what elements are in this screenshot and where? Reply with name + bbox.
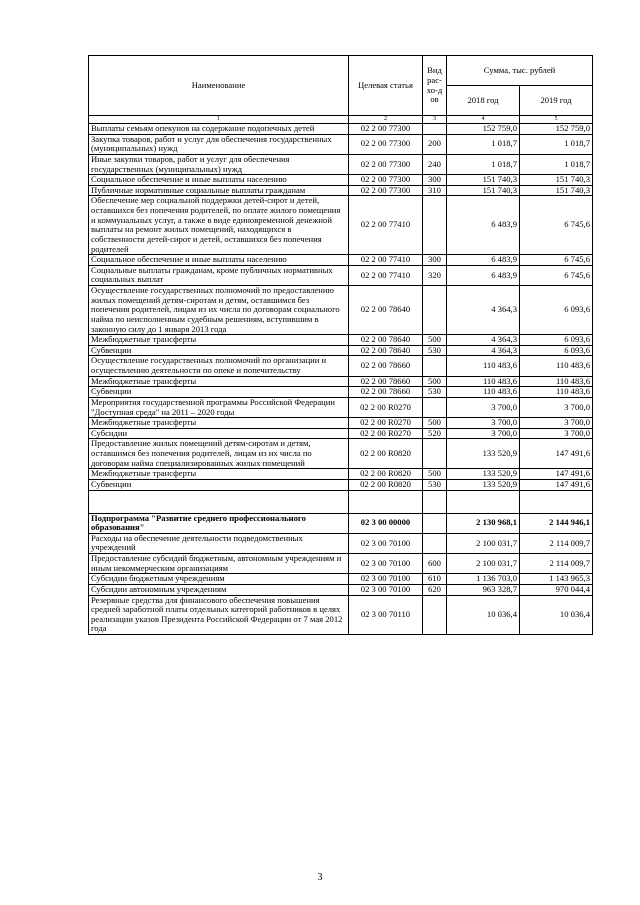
table-row: [89, 533, 593, 553]
row-value-2019: 151 740,3: [520, 185, 593, 196]
row-value-2018: 2 100 031,7: [447, 554, 520, 574]
row-value-2018: 4 364,3: [447, 286, 520, 335]
row-name: Субвенции: [89, 345, 349, 356]
table-body: [89, 124, 593, 635]
row-value-2019: 110 483,6: [520, 376, 593, 387]
table-row: [89, 584, 593, 595]
row-code: 02 2 00 R0820: [349, 479, 423, 490]
row-expense-type: [423, 439, 447, 469]
row-value-2019: 2 114 009,7: [520, 554, 593, 574]
row-expense-type: 530: [423, 387, 447, 398]
row-expense-type: [423, 490, 447, 513]
row-value-2018: 963 328,7: [447, 584, 520, 595]
row-value-2019: 10 036,4: [520, 595, 593, 635]
row-name: [89, 490, 349, 513]
column-number: 2: [349, 116, 423, 124]
table-row: [89, 196, 593, 255]
row-value-2018: 1 136 703,0: [447, 574, 520, 585]
row-expense-type: 500: [423, 418, 447, 429]
row-name: Субсидии бюджетным учреждениям: [89, 574, 349, 585]
row-value-2019: 2 114 009,7: [520, 533, 593, 553]
row-code: 02 3 00 70100: [349, 574, 423, 585]
table-row: [89, 387, 593, 398]
row-code: 02 3 00 70100: [349, 554, 423, 574]
header-code: Целевая статья: [349, 56, 423, 116]
row-value-2019: 6 093,6: [520, 335, 593, 346]
row-expense-type: [423, 533, 447, 553]
row-expense-type: 600: [423, 554, 447, 574]
row-code: 02 2 00 78640: [349, 286, 423, 335]
row-value-2018: 3 700,0: [447, 397, 520, 417]
column-number: 3: [423, 116, 447, 124]
row-value-2018: 151 740,3: [447, 185, 520, 196]
table-row: [89, 376, 593, 387]
row-value-2018: 6 483,9: [447, 255, 520, 266]
header-sum: Сумма, тыс. рублей: [447, 56, 593, 86]
row-value-2018: 6 483,9: [447, 265, 520, 285]
row-name: Межбюджетные трансферты: [89, 376, 349, 387]
table-row: [89, 134, 593, 154]
row-code: 02 2 00 R0270: [349, 418, 423, 429]
row-value-2018: 1 018,7: [447, 134, 520, 154]
row-value-2019: 6 093,6: [520, 345, 593, 356]
row-value-2019: 110 483,6: [520, 356, 593, 376]
column-number: 1: [89, 116, 349, 124]
row-expense-type: 500: [423, 335, 447, 346]
row-name: Обеспечение мер социальной поддержки детей-сирот и детей, оставшихся без попечения родителей, по оплате жилого помещения и коммунальных услуг, а также в виде единовременной денежной выплаты на ремонт жилых помещений, находящихся в собственности детей-сирот и детей, оставшихся без попечения родителей: [89, 196, 349, 255]
row-value-2019: 970 044,4: [520, 584, 593, 595]
table-row: [89, 286, 593, 335]
row-name: Выплаты семьям опекунов на содержание подопечных детей: [89, 124, 349, 135]
row-name: Межбюджетные трансферты: [89, 418, 349, 429]
row-code: 02 2 00 77410: [349, 255, 423, 266]
row-code: 02 2 00 77300: [349, 185, 423, 196]
row-expense-type: 310: [423, 185, 447, 196]
row-expense-type: [423, 356, 447, 376]
row-name: Субсидии автономным учреждениям: [89, 584, 349, 595]
row-value-2018: 152 759,0: [447, 124, 520, 135]
row-value-2018: 110 483,6: [447, 387, 520, 398]
row-value-2019: 6 745,6: [520, 255, 593, 266]
row-value-2018: 2 130 968,1: [447, 513, 520, 533]
row-name: Межбюджетные трансферты: [89, 335, 349, 346]
row-value-2018: 133 520,9: [447, 469, 520, 480]
table-row: [89, 397, 593, 417]
row-expense-type: [423, 397, 447, 417]
row-value-2018: 133 520,9: [447, 479, 520, 490]
row-value-2019: 6 745,6: [520, 265, 593, 285]
row-expense-type: 530: [423, 345, 447, 356]
row-code: 02 2 00 78660: [349, 356, 423, 376]
row-code: 02 2 00 R0270: [349, 397, 423, 417]
row-name: Социальное обеспечение и иные выплаты населению: [89, 175, 349, 186]
row-expense-type: [423, 124, 447, 135]
table-row: [89, 185, 593, 196]
row-value-2019: 1 018,7: [520, 134, 593, 154]
column-numbers-row: [89, 116, 593, 124]
row-name: Межбюджетные трансферты: [89, 469, 349, 480]
row-code: 02 2 00 77300: [349, 134, 423, 154]
row-value-2019: 1 018,7: [520, 154, 593, 174]
row-name: Подпрограмма "Развитие среднего профессионального образования": [89, 513, 349, 533]
row-value-2019: [520, 490, 593, 513]
table-row: [89, 124, 593, 135]
header-expense-type: Вид рас-хо-дов: [423, 56, 447, 116]
row-expense-type: 500: [423, 376, 447, 387]
header-year-2018: 2018 год: [447, 86, 520, 116]
row-name: Расходы на обеспечение деятельности подведомственных учреждений: [89, 533, 349, 553]
row-value-2019: 3 700,0: [520, 428, 593, 439]
row-expense-type: 320: [423, 265, 447, 285]
table-row: [89, 439, 593, 469]
row-value-2018: 2 100 031,7: [447, 533, 520, 553]
row-name: Предоставление субсидий бюджетным, автономным учреждениям и иным некоммерческим организациям: [89, 554, 349, 574]
row-expense-type: 240: [423, 154, 447, 174]
row-value-2019: 147 491,6: [520, 439, 593, 469]
row-value-2018: 4 364,3: [447, 345, 520, 356]
table-row: [89, 574, 593, 585]
row-name: Мероприятия государственной программы Российской Федерации "Доступная среда" на 2011 – 2020 годы: [89, 397, 349, 417]
row-expense-type: 520: [423, 428, 447, 439]
row-value-2018: 110 483,6: [447, 356, 520, 376]
row-expense-type: [423, 286, 447, 335]
table-row: [89, 469, 593, 480]
row-code: 02 3 00 70100: [349, 584, 423, 595]
row-name: Субвенции: [89, 479, 349, 490]
page-number: 3: [317, 872, 323, 883]
header-year-2019: 2019 год: [520, 86, 593, 116]
table-row: [89, 265, 593, 285]
table-row: [89, 345, 593, 356]
row-code: 02 2 00 77410: [349, 196, 423, 255]
row-value-2019: 147 491,6: [520, 479, 593, 490]
row-value-2018: 133 520,9: [447, 439, 520, 469]
row-code: 02 2 00 78640: [349, 345, 423, 356]
row-value-2018: 110 483,6: [447, 376, 520, 387]
table-row: [89, 175, 593, 186]
table-row: [89, 154, 593, 174]
row-value-2018: 10 036,4: [447, 595, 520, 635]
budget-table: [88, 55, 593, 635]
row-expense-type: 530: [423, 479, 447, 490]
row-code: 02 2 00 78660: [349, 376, 423, 387]
row-expense-type: [423, 196, 447, 255]
row-name: Закупка товаров, работ и услуг для обеспечения государственных (муниципальных) нужд: [89, 134, 349, 154]
row-name: Резервные средства для финансового обеспечения повышения средней заработной платы отдельных категорий работников в целях реализации указов Президента Российской Федерации от 7 мая 2012 года: [89, 595, 349, 635]
row-name: Осуществление государственных полномочий по предоставлению жилых помещений детям-сиротам и детям, оставшимся без попечения родителей, лицам из их числа по договорам социального найма по неисполненным судебным решениям, вступившим в законную силу до 1 января 2013 года: [89, 286, 349, 335]
row-expense-type: 610: [423, 574, 447, 585]
row-name: Субвенции: [89, 387, 349, 398]
row-code: 02 2 00 78660: [349, 387, 423, 398]
row-expense-type: [423, 595, 447, 635]
row-code: 02 2 00 78640: [349, 335, 423, 346]
table-row: [89, 335, 593, 346]
row-value-2019: 152 759,0: [520, 124, 593, 135]
column-number: 5: [520, 116, 593, 124]
table-row: [89, 418, 593, 429]
table-row: [89, 255, 593, 266]
row-expense-type: 500: [423, 469, 447, 480]
row-value-2019: 6 745,6: [520, 196, 593, 255]
row-name: Осуществление государственных полномочий по организации и осуществлению деятельности по опеке и попечительству: [89, 356, 349, 376]
row-value-2018: 3 700,0: [447, 428, 520, 439]
row-name: Предоставление жилых помещений детям-сиротам и детям, оставшимся без попечения родителей, лицам из их числа по договорам найма специализированных жилых помещений: [89, 439, 349, 469]
table-row: [89, 595, 593, 635]
row-name: Субсидии: [89, 428, 349, 439]
row-expense-type: 300: [423, 255, 447, 266]
row-code: 02 2 00 R0820: [349, 469, 423, 480]
row-name: Публичные нормативные социальные выплаты гражданам: [89, 185, 349, 196]
row-value-2018: [447, 490, 520, 513]
row-value-2018: 1 018,7: [447, 154, 520, 174]
row-value-2019: 151 740,3: [520, 175, 593, 186]
row-code: 02 3 00 70110: [349, 595, 423, 635]
table-row: [89, 356, 593, 376]
table-row: [89, 490, 593, 513]
row-code: 02 2 00 R0270: [349, 428, 423, 439]
row-name: Социальные выплаты гражданам, кроме публичных нормативных социальных выплат: [89, 265, 349, 285]
table-row: [89, 554, 593, 574]
row-expense-type: 300: [423, 175, 447, 186]
row-value-2019: 6 093,6: [520, 286, 593, 335]
row-expense-type: 200: [423, 134, 447, 154]
row-value-2019: 1 143 965,3: [520, 574, 593, 585]
row-code: 02 3 00 00000: [349, 513, 423, 533]
row-value-2018: 151 740,3: [447, 175, 520, 186]
row-value-2019: 3 700,0: [520, 397, 593, 417]
row-expense-type: [423, 513, 447, 533]
row-value-2018: 3 700,0: [447, 418, 520, 429]
row-value-2018: 6 483,9: [447, 196, 520, 255]
row-code: 02 3 00 70100: [349, 533, 423, 553]
row-code: 02 2 00 R0820: [349, 439, 423, 469]
row-value-2019: 2 144 946,1: [520, 513, 593, 533]
row-value-2019: 3 700,0: [520, 418, 593, 429]
row-expense-type: 620: [423, 584, 447, 595]
row-name: Иные закупки товаров, работ и услуг для обеспечения государственных (муниципальных) нужд: [89, 154, 349, 174]
table-row: [89, 513, 593, 533]
table-row: [89, 479, 593, 490]
row-code: 02 2 00 77300: [349, 154, 423, 174]
row-value-2018: 4 364,3: [447, 335, 520, 346]
row-value-2019: 110 483,6: [520, 387, 593, 398]
row-code: 02 2 00 77300: [349, 124, 423, 135]
column-number: 4: [447, 116, 520, 124]
row-value-2019: 147 491,6: [520, 469, 593, 480]
table-row: [89, 428, 593, 439]
row-code: 02 2 00 77410: [349, 265, 423, 285]
row-name: Социальное обеспечение и иные выплаты населению: [89, 255, 349, 266]
header-name: Наименование: [89, 56, 349, 116]
row-code: 02 2 00 77300: [349, 175, 423, 186]
row-code: [349, 490, 423, 513]
